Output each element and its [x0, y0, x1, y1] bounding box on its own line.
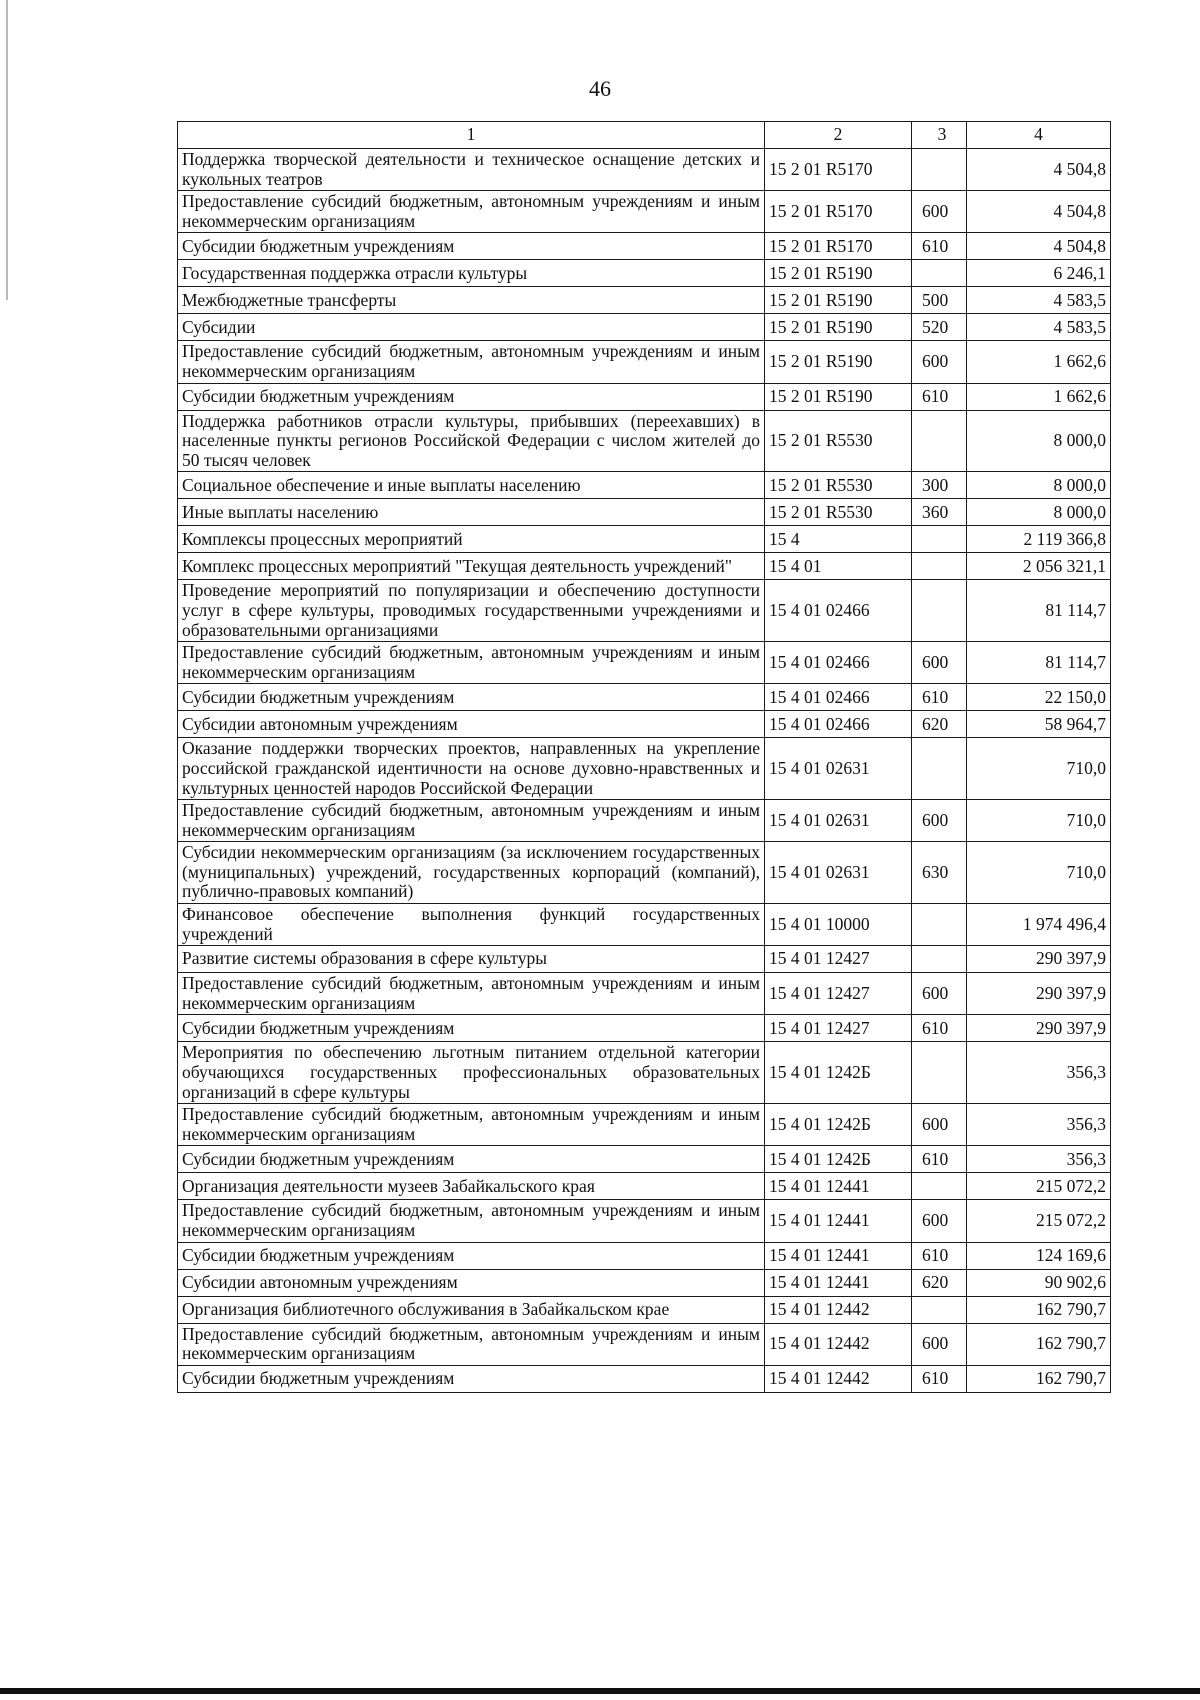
row-name-cell: Иные выплаты населению — [178, 499, 765, 526]
row-type-cell: 620 — [912, 711, 967, 738]
row-code-cell: 15 4 01 12441 — [765, 1269, 912, 1296]
row-name-cell: Мероприятия по обеспечению льготным питанием отдельной категории обучающихся государственных профессиональных образовательных организаций в сфере культуры — [178, 1042, 765, 1104]
row-code-cell: 15 2 01 R5170 — [765, 191, 912, 233]
row-name-cell: Поддержка творческой деятельности и техническое оснащение детских и кукольных театров — [178, 149, 765, 191]
table-row — [178, 973, 1111, 1015]
row-type-cell — [912, 526, 967, 553]
column-header-name: 1 — [178, 122, 765, 149]
row-name-cell: Комплексы процессных мероприятий — [178, 526, 765, 553]
row-type-cell: 600 — [912, 1104, 967, 1146]
row-amount-cell: 4 583,5 — [967, 314, 1111, 341]
table-row — [178, 1173, 1111, 1200]
table-row — [178, 314, 1111, 341]
row-amount-cell: 356,3 — [967, 1146, 1111, 1173]
row-name-cell: Финансовое обеспечение выполнения функций государственных учреждений — [178, 904, 765, 946]
row-code-cell: 15 2 01 R5190 — [765, 341, 912, 383]
row-name-cell: Комплекс процессных мероприятий "Текущая деятельность учреждений" — [178, 553, 765, 580]
table-row — [178, 946, 1111, 973]
row-amount-cell: 1 974 496,4 — [967, 904, 1111, 946]
row-name-cell: Государственная поддержка отрасли культуры — [178, 260, 765, 287]
row-type-cell: 600 — [912, 973, 967, 1015]
row-name-cell: Субсидии бюджетным учреждениям — [178, 1146, 765, 1173]
row-code-cell: 15 2 01 R5170 — [765, 149, 912, 191]
row-amount-cell: 710,0 — [967, 738, 1111, 800]
row-type-cell — [912, 738, 967, 800]
row-amount-cell: 710,0 — [967, 800, 1111, 842]
table-row — [178, 149, 1111, 191]
row-code-cell: 15 4 01 12441 — [765, 1242, 912, 1269]
table-row — [178, 1269, 1111, 1296]
row-name-cell: Предоставление субсидий бюджетным, автономным учреждениям и иным некоммерческим организациям — [178, 1200, 765, 1242]
row-amount-cell: 710,0 — [967, 842, 1111, 904]
row-name-cell: Субсидии бюджетным учреждениям — [178, 1365, 765, 1392]
row-amount-cell: 1 662,6 — [967, 383, 1111, 410]
row-name-cell: Оказание поддержки творческих проектов, направленных на укрепление российской гражданской идентичности на основе духовно-нравственных и культурных ценностей народов Российской Федерации — [178, 738, 765, 800]
table-row — [178, 1200, 1111, 1242]
row-name-cell: Субсидии бюджетным учреждениям — [178, 383, 765, 410]
row-name-cell: Предоставление субсидий бюджетным, автономным учреждениям и иным некоммерческим организациям — [178, 1104, 765, 1146]
row-code-cell: 15 4 01 10000 — [765, 904, 912, 946]
row-type-cell — [912, 1296, 967, 1323]
row-amount-cell: 2 119 366,8 — [967, 526, 1111, 553]
row-amount-cell: 81 114,7 — [967, 580, 1111, 642]
row-type-cell — [912, 946, 967, 973]
row-name-cell: Субсидии автономным учреждениям — [178, 1269, 765, 1296]
row-amount-cell: 6 246,1 — [967, 260, 1111, 287]
row-code-cell: 15 4 01 02466 — [765, 642, 912, 684]
row-type-cell: 610 — [912, 1365, 967, 1392]
row-name-cell: Субсидии бюджетным учреждениям — [178, 1015, 765, 1042]
row-amount-cell: 356,3 — [967, 1104, 1111, 1146]
row-amount-cell: 58 964,7 — [967, 711, 1111, 738]
table-row — [178, 904, 1111, 946]
table-row — [178, 341, 1111, 383]
row-code-cell: 15 4 01 12441 — [765, 1173, 912, 1200]
row-amount-cell: 290 397,9 — [967, 1015, 1111, 1042]
row-amount-cell: 22 150,0 — [967, 684, 1111, 711]
column-header-type: 3 — [912, 122, 967, 149]
row-amount-cell: 162 790,7 — [967, 1365, 1111, 1392]
table-row — [178, 499, 1111, 526]
row-type-cell — [912, 260, 967, 287]
row-code-cell: 15 4 01 02631 — [765, 800, 912, 842]
row-amount-cell: 4 504,8 — [967, 233, 1111, 260]
row-amount-cell: 8 000,0 — [967, 499, 1111, 526]
row-type-cell: 610 — [912, 1146, 967, 1173]
table-row — [178, 684, 1111, 711]
table-row — [178, 526, 1111, 553]
row-name-cell: Субсидии бюджетным учреждениям — [178, 684, 765, 711]
row-code-cell: 15 4 01 12442 — [765, 1296, 912, 1323]
row-type-cell: 600 — [912, 191, 967, 233]
row-type-cell: 300 — [912, 472, 967, 499]
table-row — [178, 738, 1111, 800]
row-amount-cell: 90 902,6 — [967, 1269, 1111, 1296]
row-type-cell: 520 — [912, 314, 967, 341]
row-name-cell: Субсидии бюджетным учреждениям — [178, 1242, 765, 1269]
scan-margin-line — [6, 0, 8, 300]
row-amount-cell: 162 790,7 — [967, 1296, 1111, 1323]
row-type-cell: 610 — [912, 383, 967, 410]
row-name-cell: Предоставление субсидий бюджетным, автономным учреждениям и иным некоммерческим организациям — [178, 973, 765, 1015]
row-name-cell: Развитие системы образования в сфере культуры — [178, 946, 765, 973]
row-code-cell: 15 4 01 — [765, 553, 912, 580]
row-type-cell: 360 — [912, 499, 967, 526]
row-code-cell: 15 4 01 02631 — [765, 842, 912, 904]
header-row — [178, 122, 1111, 149]
row-name-cell: Межбюджетные трансферты — [178, 287, 765, 314]
row-amount-cell: 290 397,9 — [967, 973, 1111, 1015]
row-name-cell: Субсидии — [178, 314, 765, 341]
row-name-cell: Предоставление субсидий бюджетным, автономным учреждениям и иным некоммерческим организациям — [178, 341, 765, 383]
row-amount-cell: 1 662,6 — [967, 341, 1111, 383]
row-name-cell: Социальное обеспечение и иные выплаты населению — [178, 472, 765, 499]
budget-table — [177, 121, 1111, 1393]
row-type-cell: 610 — [912, 1242, 967, 1269]
row-amount-cell: 4 583,5 — [967, 287, 1111, 314]
row-code-cell: 15 2 01 R5530 — [765, 499, 912, 526]
table-row — [178, 1146, 1111, 1173]
row-type-cell: 610 — [912, 684, 967, 711]
row-amount-cell: 215 072,2 — [967, 1173, 1111, 1200]
row-code-cell: 15 4 01 02466 — [765, 711, 912, 738]
row-name-cell: Поддержка работников отрасли культуры, прибывших (переехавших) в населенные пункты регионов Российской Федерации с числом жителей до 50 тысяч человек — [178, 410, 765, 472]
table-row — [178, 800, 1111, 842]
row-code-cell: 15 4 01 12427 — [765, 973, 912, 1015]
row-code-cell: 15 2 01 R5530 — [765, 472, 912, 499]
table-row — [178, 191, 1111, 233]
table-row — [178, 233, 1111, 260]
page-number: 46 — [589, 76, 611, 101]
row-type-cell — [912, 1042, 967, 1104]
row-type-cell — [912, 149, 967, 191]
row-type-cell — [912, 904, 967, 946]
row-name-cell: Предоставление субсидий бюджетным, автономным учреждениям и иным некоммерческим организациям — [178, 800, 765, 842]
column-header-code: 2 — [765, 122, 912, 149]
row-type-cell: 630 — [912, 842, 967, 904]
table-row — [178, 1242, 1111, 1269]
row-code-cell: 15 4 01 1242Б — [765, 1104, 912, 1146]
table-row — [178, 410, 1111, 472]
row-code-cell: 15 4 01 02466 — [765, 684, 912, 711]
row-amount-cell: 8 000,0 — [967, 410, 1111, 472]
row-name-cell: Субсидии бюджетным учреждениям — [178, 233, 765, 260]
table-row — [178, 260, 1111, 287]
row-type-cell: 600 — [912, 642, 967, 684]
table-body — [178, 149, 1111, 1393]
table-row — [178, 1015, 1111, 1042]
row-code-cell: 15 4 01 12427 — [765, 1015, 912, 1042]
row-code-cell: 15 4 — [765, 526, 912, 553]
row-code-cell: 15 4 01 02466 — [765, 580, 912, 642]
row-code-cell: 15 2 01 R5190 — [765, 287, 912, 314]
row-type-cell — [912, 580, 967, 642]
row-amount-cell: 215 072,2 — [967, 1200, 1111, 1242]
row-type-cell: 610 — [912, 233, 967, 260]
row-code-cell: 15 4 01 12442 — [765, 1365, 912, 1392]
row-type-cell: 600 — [912, 800, 967, 842]
row-code-cell: 15 2 01 R5530 — [765, 410, 912, 472]
table-row — [178, 287, 1111, 314]
table-row — [178, 642, 1111, 684]
row-amount-cell: 162 790,7 — [967, 1323, 1111, 1365]
row-code-cell: 15 2 01 R5190 — [765, 383, 912, 410]
row-name-cell: Проведение мероприятий по популяризации и обеспечению доступности услуг в сфере культуры, проводимых государственными учреждениями и образовательными организациями — [178, 580, 765, 642]
row-type-cell — [912, 410, 967, 472]
row-code-cell: 15 4 01 02631 — [765, 738, 912, 800]
table-row — [178, 1042, 1111, 1104]
row-type-cell: 600 — [912, 341, 967, 383]
row-type-cell: 620 — [912, 1269, 967, 1296]
row-code-cell: 15 4 01 1242Б — [765, 1146, 912, 1173]
table-row — [178, 383, 1111, 410]
row-name-cell: Субсидии автономным учреждениям — [178, 711, 765, 738]
row-code-cell: 15 4 01 12441 — [765, 1200, 912, 1242]
table-row — [178, 1365, 1111, 1392]
row-code-cell: 15 2 01 R5170 — [765, 233, 912, 260]
row-code-cell: 15 4 01 1242Б — [765, 1042, 912, 1104]
row-amount-cell: 2 056 321,1 — [967, 553, 1111, 580]
row-code-cell: 15 2 01 R5190 — [765, 260, 912, 287]
row-name-cell: Предоставление субсидий бюджетным, автономным учреждениям и иным некоммерческим организациям — [178, 642, 765, 684]
row-type-cell: 610 — [912, 1015, 967, 1042]
row-amount-cell: 124 169,6 — [967, 1242, 1111, 1269]
row-amount-cell: 290 397,9 — [967, 946, 1111, 973]
table-row — [178, 553, 1111, 580]
row-amount-cell: 4 504,8 — [967, 149, 1111, 191]
row-amount-cell: 81 114,7 — [967, 642, 1111, 684]
row-code-cell: 15 4 01 12442 — [765, 1323, 912, 1365]
row-type-cell — [912, 1173, 967, 1200]
table-row — [178, 1323, 1111, 1365]
row-amount-cell: 356,3 — [967, 1042, 1111, 1104]
row-code-cell: 15 4 01 12427 — [765, 946, 912, 973]
table-row — [178, 1104, 1111, 1146]
row-type-cell: 600 — [912, 1323, 967, 1365]
column-header-amount: 4 — [967, 122, 1111, 149]
row-name-cell: Субсидии некоммерческим организациям (за исключением государственных (муниципальных) учреждений, государственных корпораций (компаний), публично-правовых компаний) — [178, 842, 765, 904]
table-row — [178, 842, 1111, 904]
row-type-cell — [912, 553, 967, 580]
row-name-cell: Организация деятельности музеев Забайкальского края — [178, 1173, 765, 1200]
row-name-cell: Предоставление субсидий бюджетным, автономным учреждениям и иным некоммерческим организациям — [178, 191, 765, 233]
row-type-cell: 600 — [912, 1200, 967, 1242]
row-type-cell: 500 — [912, 287, 967, 314]
row-name-cell: Предоставление субсидий бюджетным, автономным учреждениям и иным некоммерческим организациям — [178, 1323, 765, 1365]
table-row — [178, 472, 1111, 499]
table-row — [178, 580, 1111, 642]
row-amount-cell: 4 504,8 — [967, 191, 1111, 233]
row-code-cell: 15 2 01 R5190 — [765, 314, 912, 341]
row-name-cell: Организация библиотечного обслуживания в Забайкальском крае — [178, 1296, 765, 1323]
row-amount-cell: 8 000,0 — [967, 472, 1111, 499]
table-row — [178, 711, 1111, 738]
bottom-scan-border — [0, 1688, 1200, 1694]
table-row — [178, 1296, 1111, 1323]
